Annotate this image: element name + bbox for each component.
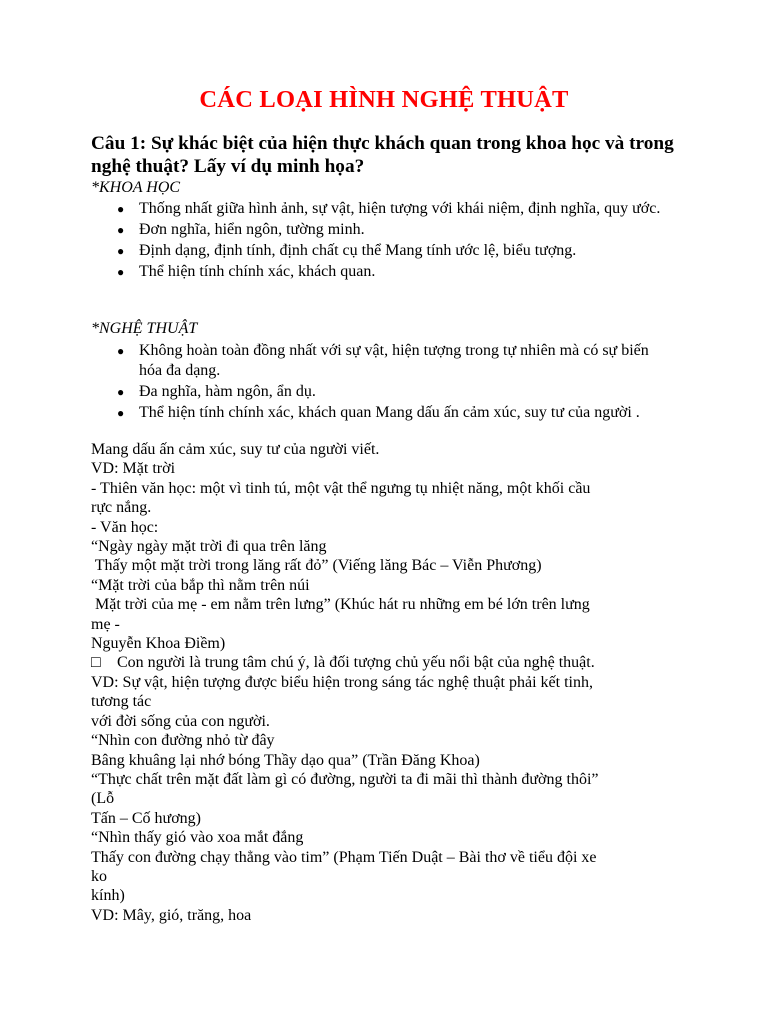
list-item: ● Định dạng, định tính, định chất cụ thể Mang tính ước lệ, biểu tượng. (117, 242, 577, 259)
nghe-thuat-list (113, 341, 673, 424)
khoa-hoc-list (113, 199, 673, 283)
list-item: ● Thống nhất giữa hình ảnh, sự vật, hiện tượng với khái niệm, định nghĩa, quy ước. (117, 200, 661, 217)
text-line: □ Con người là trung tâm chú ý, là đối tượng chủ yếu nổi bật của nghệ thuật. (91, 654, 595, 672)
section-heading-nghe-thuat: *NGHỆ THUẬT (91, 320, 198, 337)
text-line: VD: Mây, gió, trăng, hoa (91, 906, 252, 924)
bullet-icon: ● (117, 223, 125, 237)
text-line: - Thiên văn học: một vì tinh tú, một vật thể ngưng tụ nhiệt năng, một khối cầu (91, 479, 591, 497)
text-line: Bâng khuâng lại nhớ bóng Thầy dạo qua” (Trần Đăng Khoa) (91, 751, 480, 769)
body-text (91, 440, 711, 925)
text-line: (Lỗ (91, 790, 115, 808)
text-line: với đời sống của con người. (91, 712, 270, 730)
bullet-icon: ● (117, 202, 125, 216)
text-line: “Mặt trời của bắp thì nằm trên núi (91, 576, 310, 594)
text-line: mẹ - (91, 615, 120, 633)
question-heading: Câu 1: Sự khác biệt của hiện thực khách quan trong khoa học và trong nghệ thuật? Lấy ví dụ minh họa? (91, 133, 674, 177)
text-line: Thấy con đường chạy thẳng vào tim” (Phạm Tiến Duật – Bài thơ về tiểu đội xe (91, 848, 597, 866)
bullet-icon: ● (117, 344, 125, 358)
text-line: VD: Mặt trời (91, 460, 176, 478)
list-item: ● Thể hiện tính chính xác, khách quan. (117, 263, 376, 280)
text-line: Thấy một mặt trời trong lăng rất đỏ” (Viếng lăng Bác – Viễn Phương) (91, 557, 542, 575)
text-line: “Thực chất trên mặt đất làm gì có đường, người ta đi mãi thì thành đường thôi” (91, 770, 599, 788)
text-line: kính) (91, 887, 125, 905)
text-line: “Nhìn thấy gió vào xoa mắt đắng (91, 829, 304, 847)
list-item: ● Đơn nghĩa, hiển ngôn, tường minh. (117, 221, 365, 238)
text-line: Tấn – Cố hương) (91, 809, 202, 827)
section-heading-khoa-hoc: *KHOA HỌC (91, 179, 181, 196)
bullet-icon: ● (117, 265, 125, 279)
bullet-icon: ● (117, 385, 125, 399)
bullet-icon: ● (117, 406, 125, 420)
text-line: “Ngày ngày mặt trời đi qua trên lăng (91, 538, 327, 556)
text-line: Mang dấu ấn cảm xúc, suy tư của người viết. (91, 441, 380, 458)
text-line: ko (91, 867, 107, 885)
text-line: “Nhìn con đường nhỏ từ đây (91, 732, 275, 750)
text-line: Nguyễn Khoa Điềm) (91, 635, 226, 653)
text-line: VD: Sự vật, hiện tượng được biểu hiện trong sáng tác nghệ thuật phải kết tinh, (91, 673, 593, 691)
list-item: ● Không hoàn toàn đồng nhất với sự vật, hiện tượng trong tự nhiên mà có sự biến hóa đa dạng. (117, 342, 649, 379)
list-item: ● Thể hiện tính chính xác, khách quan Mang dấu ấn cảm xúc, suy tư của người . (117, 404, 640, 421)
text-line: rực nắng. (91, 499, 152, 517)
document-title: CÁC LOẠI HÌNH NGHỆ THUẬT (199, 86, 569, 113)
bullet-icon: ● (117, 244, 125, 258)
list-item: ● Đa nghĩa, hàm ngôn, ẩn dụ. (117, 383, 316, 400)
text-line: - Văn học: (91, 518, 159, 536)
symbol-box-icon: □ (91, 654, 101, 672)
text-line: tương tác (91, 693, 152, 711)
text-line: Mặt trời của mẹ - em nằm trên lưng” (Khúc hát ru những em bé lớn trên lưng (91, 596, 590, 614)
